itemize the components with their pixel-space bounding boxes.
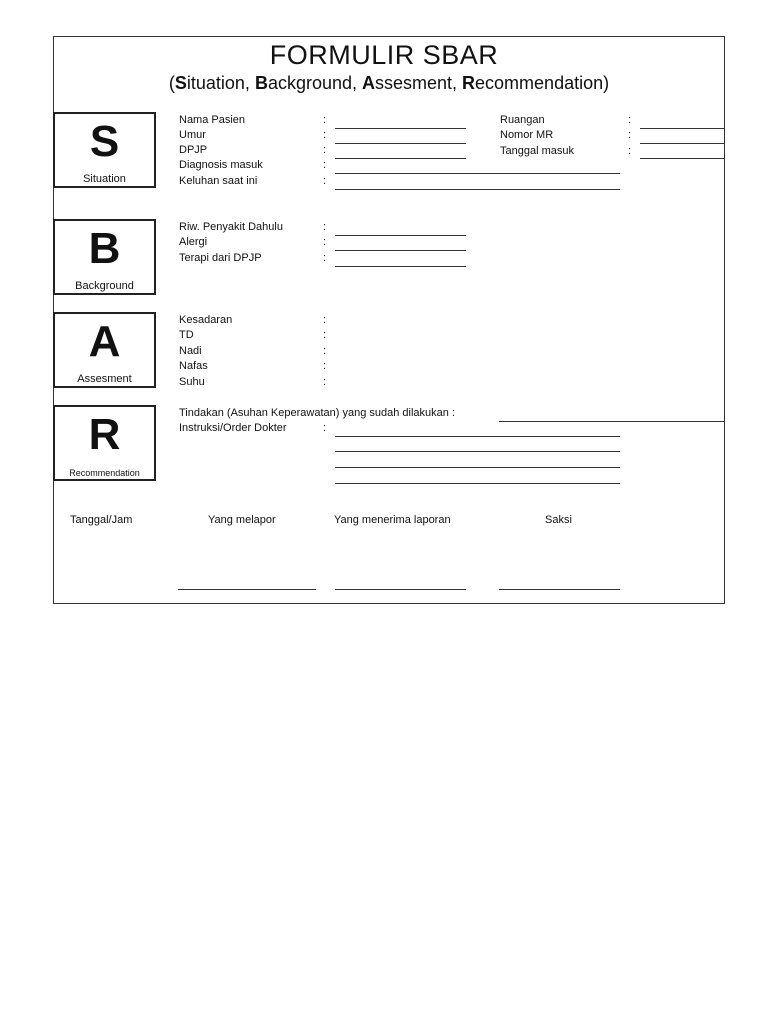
colon: : <box>323 360 327 372</box>
situation-box <box>53 112 156 188</box>
situation-label: Situation <box>83 173 126 185</box>
ruangan-input-line[interactable] <box>640 128 724 129</box>
signature-line-saksi[interactable] <box>499 589 620 590</box>
tanggal-masuk-input-line[interactable] <box>640 158 724 159</box>
alergi-input-line[interactable] <box>335 250 466 251</box>
colon: : <box>323 314 327 326</box>
footer-saksi: Saksi <box>545 514 572 526</box>
keluhan-input-line[interactable] <box>335 189 620 190</box>
signature-line-melapor[interactable] <box>178 589 316 590</box>
assesment-label: Assesment <box>77 373 132 385</box>
nama-pasien-input-line[interactable] <box>335 128 466 129</box>
instruksi-input-line-2[interactable] <box>335 451 620 452</box>
colon: : <box>323 422 327 434</box>
field-terapi-label: Terapi dari DPJP <box>179 252 262 264</box>
footer-yang-menerima: Yang menerima laporan <box>334 514 451 526</box>
field-nadi-label: Nadi <box>179 345 202 357</box>
field-diagnosis-label: Diagnosis masuk <box>179 159 263 171</box>
instruksi-input-line-1[interactable] <box>335 436 620 437</box>
field-umur-label: Umur <box>179 129 206 141</box>
umur-input-line[interactable] <box>335 143 466 144</box>
field-ruangan-label: Ruangan <box>500 114 545 126</box>
colon: : <box>323 175 327 187</box>
field-kesadaran-label: Kesadaran <box>179 314 233 326</box>
instruksi-input-line-4[interactable] <box>335 483 620 484</box>
colon: : <box>323 159 327 171</box>
colon: : <box>323 376 327 388</box>
assesment-letter: A <box>88 317 121 366</box>
field-td-label: TD <box>179 329 194 341</box>
dpjp-input-line[interactable] <box>335 158 466 159</box>
instruksi-input-line-3[interactable] <box>335 467 620 468</box>
colon: : <box>323 144 327 156</box>
footer-tanggal-jam: Tanggal/Jam <box>70 514 133 526</box>
field-nomor-mr-label: Nomor MR <box>500 129 554 141</box>
field-tindakan-label: Tindakan (Asuhan Keperawatan) yang sudah dilakukan : <box>179 407 455 419</box>
nomor-mr-input-line[interactable] <box>640 143 724 144</box>
colon: : <box>323 329 327 341</box>
field-nafas-label: Nafas <box>179 360 208 372</box>
colon: : <box>323 221 327 233</box>
riw-penyakit-input-line[interactable] <box>335 235 466 236</box>
assesment-box <box>53 312 156 388</box>
field-nama-pasien-label: Nama Pasien <box>179 114 246 126</box>
field-suhu-label: Suhu <box>179 376 205 388</box>
background-box <box>53 219 156 295</box>
recommendation-letter: R <box>88 410 121 459</box>
situation-letter: S <box>89 117 120 166</box>
form-title: FORMULIR SBAR <box>269 40 499 70</box>
colon: : <box>323 114 327 126</box>
colon: : <box>628 114 632 126</box>
colon: : <box>323 345 327 357</box>
recommendation-label: Recommendation <box>69 468 140 478</box>
colon: : <box>628 129 632 141</box>
background-letter: B <box>88 224 121 273</box>
colon: : <box>323 129 327 141</box>
field-alergi-label: Alergi <box>179 236 208 248</box>
form-subtitle: (Situation, Background, Assesment, Recommendation) <box>168 73 610 93</box>
field-dpjp-label: DPJP <box>179 144 208 156</box>
background-label: Background <box>75 280 134 292</box>
field-keluhan-label: Keluhan saat ini <box>179 175 258 187</box>
signature-line-menerima[interactable] <box>335 589 466 590</box>
colon: : <box>323 252 327 264</box>
footer-yang-melapor: Yang melapor <box>208 514 276 526</box>
colon: : <box>628 145 632 157</box>
recommendation-box <box>53 405 156 481</box>
terapi-input-line[interactable] <box>335 266 466 267</box>
colon: : <box>323 236 327 248</box>
tindakan-input-line[interactable] <box>499 421 724 422</box>
field-tanggal-masuk-label: Tanggal masuk <box>500 145 574 157</box>
field-riw-penyakit-label: Riw. Penyakit Dahulu <box>179 221 283 233</box>
diagnosis-input-line[interactable] <box>335 173 620 174</box>
field-instruksi-label: Instruksi/Order Dokter <box>179 422 287 434</box>
